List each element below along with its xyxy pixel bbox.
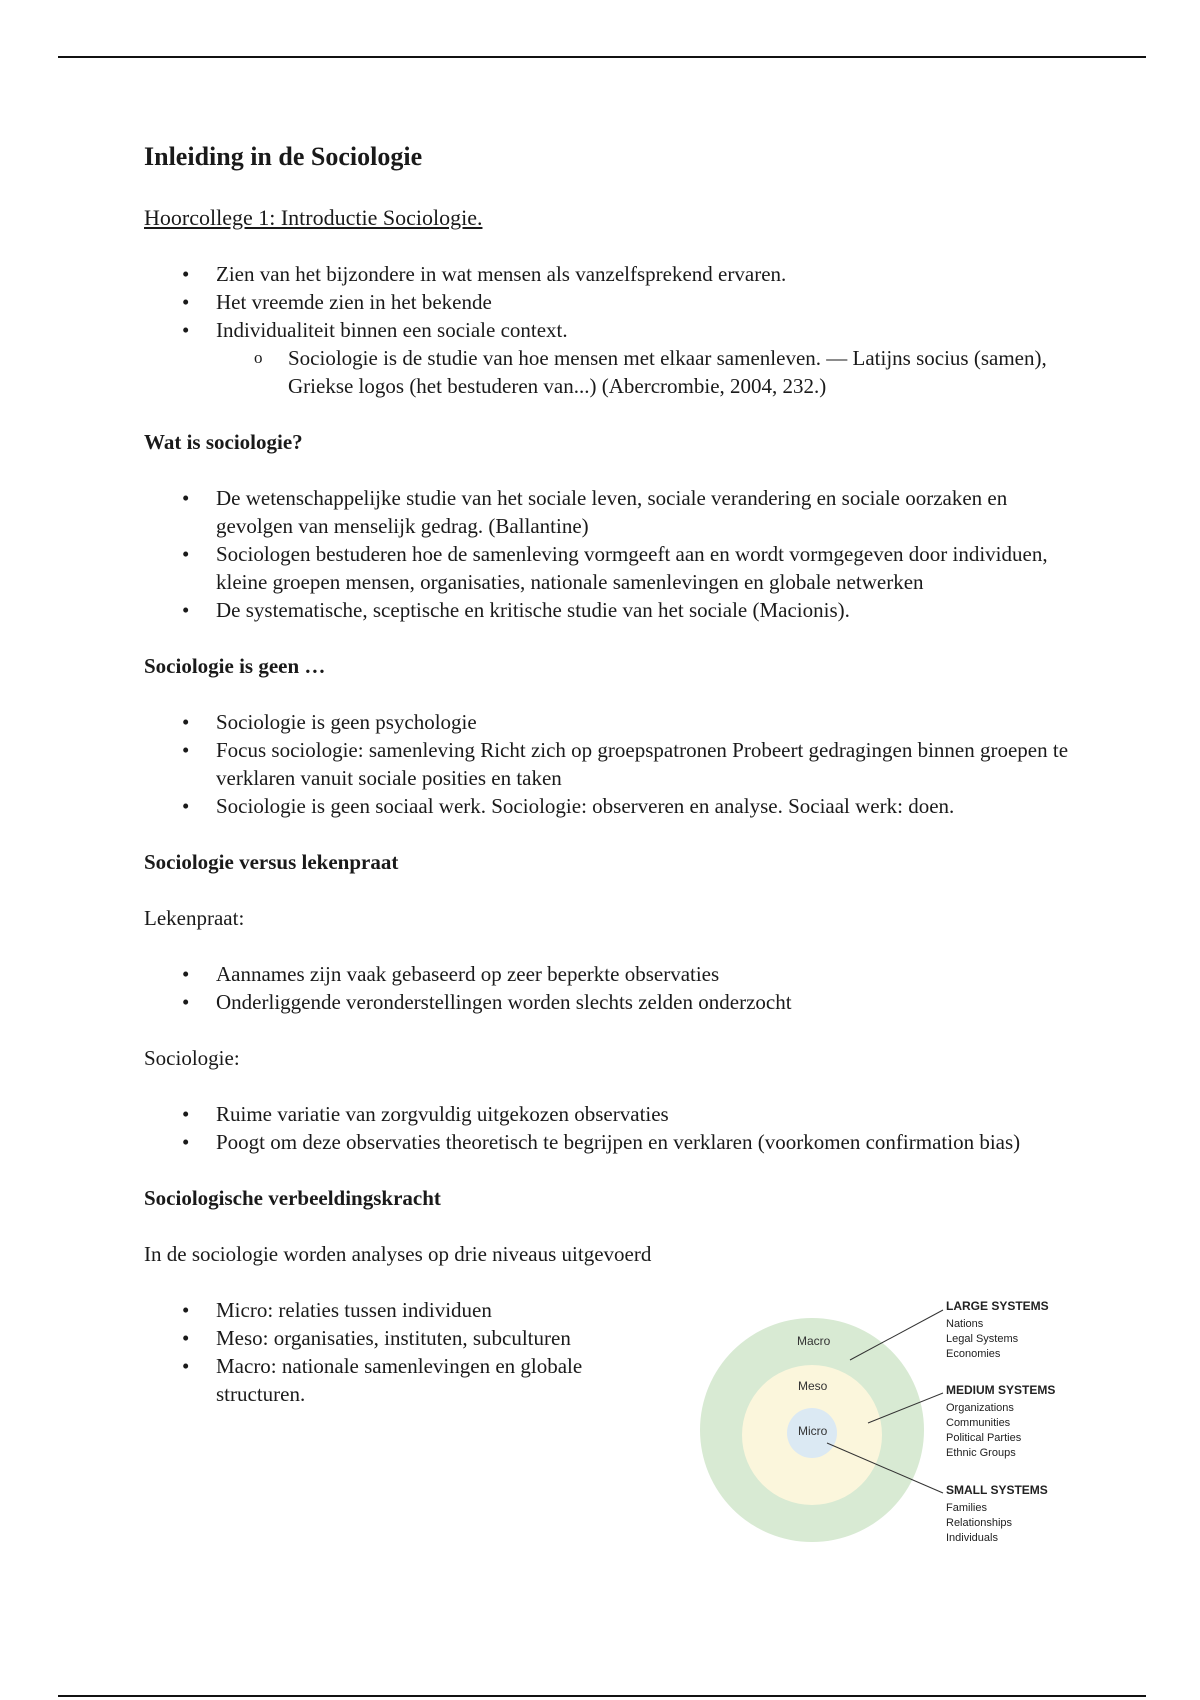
- large-item: Nations: [946, 1318, 984, 1330]
- list-item: • Macro: nationale samenlevingen en globale structuren.: [144, 1352, 664, 1408]
- small-systems-title: SMALL SYSTEMS: [946, 1483, 1048, 1497]
- section-heading-verbeeldingskracht: Sociologische verbeeldingskracht: [144, 1186, 441, 1210]
- medium-item: Political Parties: [946, 1432, 1022, 1444]
- large-systems-title: LARGE SYSTEMS: [946, 1299, 1049, 1313]
- list-item: • Sociologie is geen sociaal werk. Sociologie: observeren en analyse. Sociaal werk: doen.: [144, 792, 1084, 820]
- systems-diagram: [700, 1290, 1080, 1550]
- macro-label: Macro: [797, 1334, 831, 1348]
- medium-systems-title: MEDIUM SYSTEMS: [946, 1383, 1056, 1397]
- meso-label: Meso: [798, 1379, 828, 1393]
- list-item: • Onderliggende veronderstellingen worden slechts zelden onderzocht: [144, 988, 1084, 1016]
- list-item: [144, 316, 1084, 400]
- micro-label: Micro: [798, 1424, 828, 1438]
- sub-list-item: o Sociologie is de studie van hoe mensen met elkaar samenleven. — Latijns socius (samen), Griekse logos (het bestuderen van...) (Abercrombie, 2004, 232.): [216, 344, 1084, 400]
- levels-list: [144, 1296, 664, 1408]
- sociologie-label: Sociologie:: [144, 1046, 240, 1070]
- small-item: Individuals: [946, 1532, 998, 1544]
- not-list: [144, 708, 1084, 820]
- sub-list: [216, 344, 1084, 400]
- list-item-text: Individualiteit binnen een sociale context.: [216, 318, 568, 342]
- large-item: Legal Systems: [946, 1333, 1019, 1345]
- list-item: • De systematische, sceptische en kritische studie van het sociale (Macionis).: [144, 596, 1084, 624]
- medium-item: Ethnic Groups: [946, 1447, 1016, 1459]
- section-heading-lekenpraat: Sociologie versus lekenpraat: [144, 850, 399, 874]
- section-heading-wat-is-sociologie: Wat is sociologie?: [144, 430, 303, 454]
- imagination-section: [144, 1184, 664, 1408]
- document-body: [144, 140, 1084, 1436]
- lekenpraat-label: Lekenpraat:: [144, 906, 245, 930]
- small-item: Families: [946, 1502, 987, 1514]
- list-item: • Meso: organisaties, instituten, subculturen: [144, 1324, 664, 1352]
- list-item: • Aannames zijn vaak gebaseerd op zeer beperkte observaties: [144, 960, 1084, 988]
- list-item: • Zien van het bijzondere in wat mensen als vanzelfsprekend ervaren.: [144, 260, 1084, 288]
- list-item: • Sociologen bestuderen hoe de samenleving vormgeeft aan en wordt vormgegeven door individuen, kleine groepen mensen, organisaties, nationale samenlevingen en globale netwerken: [144, 540, 1084, 596]
- sociologie-list: [144, 1100, 1084, 1156]
- section-heading-sociologie-is-geen: Sociologie is geen …: [144, 654, 326, 678]
- lecture-subtitle: Hoorcollege 1: Introductie Sociologie.: [144, 205, 483, 230]
- small-item: Relationships: [946, 1517, 1013, 1529]
- definition-list: [144, 484, 1084, 624]
- large-item: Economies: [946, 1348, 1001, 1360]
- page-title: Inleiding in de Sociologie: [144, 142, 423, 171]
- list-item: • Sociologie is geen psychologie: [144, 708, 1084, 736]
- top-rule: [58, 56, 1146, 58]
- list-item: • De wetenschappelijke studie van het sociale leven, sociale verandering en sociale oorzaken en gevolgen van menselijk gedrag. (Ballantine): [144, 484, 1084, 540]
- systems-diagram-svg: [700, 1290, 1080, 1550]
- list-item: • Micro: relaties tussen individuen: [144, 1296, 664, 1324]
- list-item: • Ruime variatie van zorgvuldig uitgekozen observaties: [144, 1100, 1084, 1128]
- list-item: • Poogt om deze observaties theoretisch te begrijpen en verklaren (voorkomen confirmation bias): [144, 1128, 1084, 1156]
- intro-list: [144, 260, 1084, 400]
- list-item: • Het vreemde zien in het bekende: [144, 288, 1084, 316]
- medium-item: Organizations: [946, 1402, 1014, 1414]
- levels-intro: In de sociologie worden analyses op drie niveaus uitgevoerd: [144, 1242, 652, 1266]
- lekenpraat-list: [144, 960, 1084, 1016]
- list-item: • Focus sociologie: samenleving Richt zich op groepspatronen Probeert gedragingen binnen groepen te verklaren vanuit sociale posities en taken: [144, 736, 1084, 792]
- bottom-rule: [58, 1695, 1146, 1697]
- medium-item: Communities: [946, 1417, 1011, 1429]
